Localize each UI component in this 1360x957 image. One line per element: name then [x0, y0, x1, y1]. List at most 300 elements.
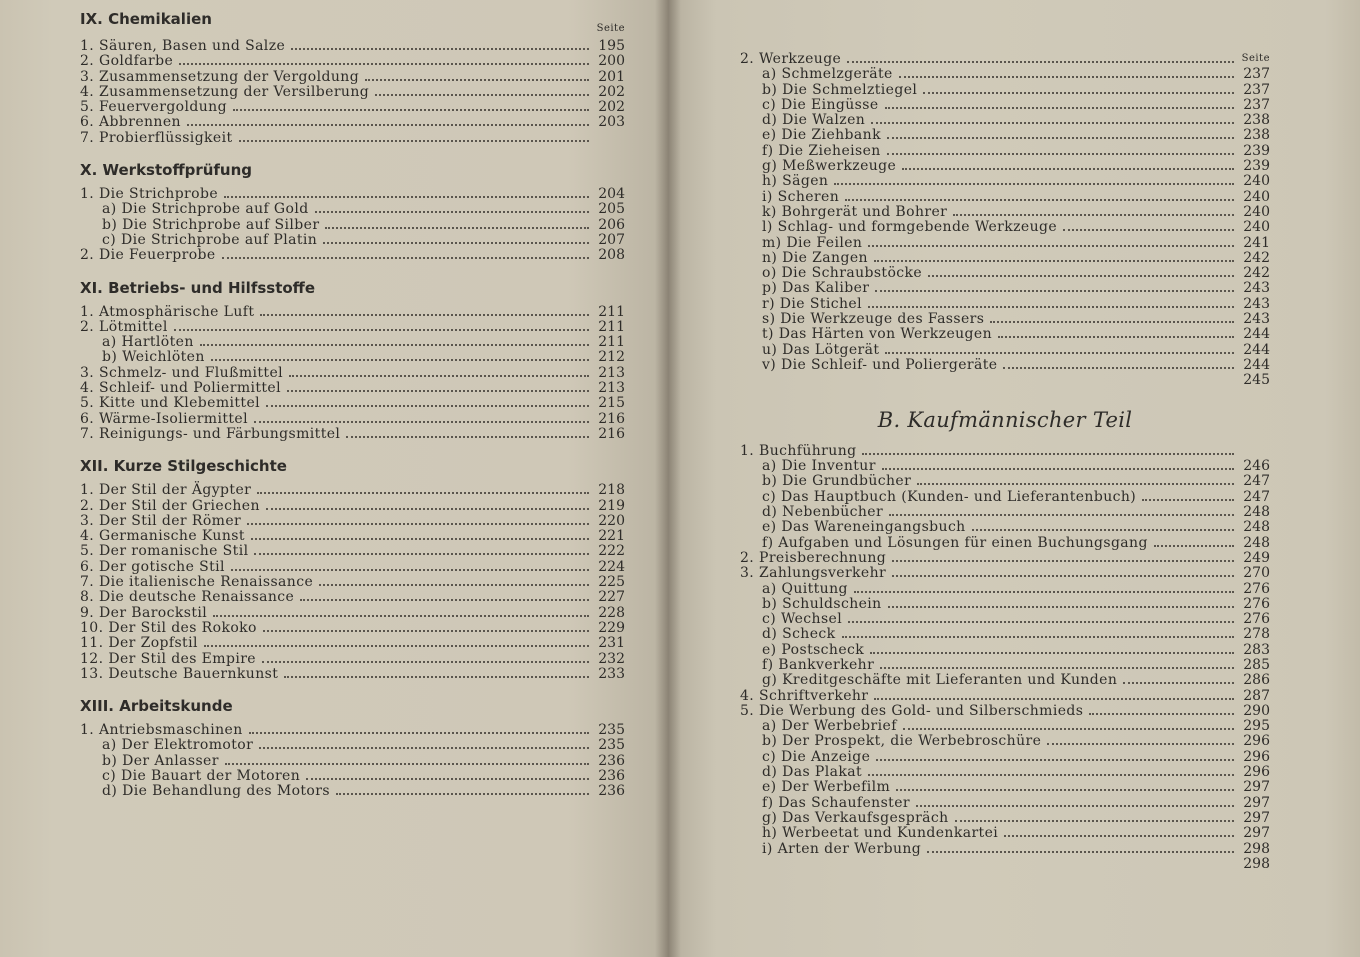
dot-leader: [1123, 682, 1234, 684]
toc-entry-page: 218: [598, 482, 625, 499]
dot-leader: [225, 763, 589, 765]
toc-entry-label: i) Arten der Werbung: [762, 840, 922, 857]
dot-leader: [903, 728, 1234, 730]
dot-leader: [868, 774, 1234, 776]
dot-leader: [885, 107, 1234, 109]
toc-entry: [80, 769, 625, 784]
dot-leader: [323, 242, 589, 244]
toc-section: [80, 8, 625, 146]
toc-entry-label: 2. Lötmittel: [80, 318, 168, 335]
dot-leader: [179, 63, 589, 65]
right-column: [740, 52, 1270, 885]
toc-entry-label: d) Die Walzen: [762, 112, 866, 129]
dot-leader: [888, 606, 1234, 608]
toc-entry: [740, 704, 1270, 719]
toc-entry-label: r) Die Stichel: [762, 295, 862, 312]
dot-leader: [868, 245, 1234, 247]
toc-entry-page: 233: [598, 665, 625, 682]
toc-entry: [740, 190, 1270, 205]
toc-entry: [740, 490, 1270, 505]
toc-entry-label: e) Das Wareneingangsbuch: [762, 519, 966, 536]
dot-leader: [868, 306, 1234, 308]
toc-entry-label: 1. Atmosphärische Luft: [80, 303, 255, 320]
toc-entry-page: 201: [598, 68, 625, 85]
toc-section: [80, 455, 625, 682]
toc-entry-label: h) Sägen: [762, 173, 829, 190]
toc-entry-label: 5. Feuervergoldung: [80, 99, 227, 116]
toc-entry-label: c) Die Anzeige: [762, 748, 871, 765]
dot-leader: [972, 529, 1234, 531]
left-column: [80, 8, 625, 813]
dot-leader: [257, 492, 589, 494]
dot-leader: [289, 375, 589, 377]
toc-entry-page: 239: [1243, 158, 1270, 175]
toc-entry-page: 213: [598, 364, 625, 381]
toc-entry: [80, 100, 625, 115]
toc-entry: [740, 536, 1270, 551]
right-page: [668, 0, 1360, 957]
toc-section: [740, 52, 1270, 389]
toc-section: [80, 159, 625, 263]
dot-leader: [287, 390, 589, 392]
toc-entry-label: b) Die Schmelztiegel: [762, 81, 918, 98]
toc-entry: [80, 115, 625, 130]
toc-entry-label: p) Das Kaliber: [762, 280, 870, 297]
dot-leader: [899, 76, 1234, 78]
dot-leader: [224, 196, 589, 198]
toc-entry: [740, 159, 1270, 174]
toc-entry-label: 1. Antriebsmaschinen: [80, 722, 243, 739]
dot-leader: [882, 468, 1234, 470]
toc-entry-page: 248: [1243, 519, 1270, 536]
dot-leader: [998, 336, 1234, 338]
toc-entry-label: 4. Schriftverkehr: [740, 687, 869, 704]
dot-leader: [266, 405, 589, 407]
toc-entry-label: b) Die Strichprobe auf Silber: [102, 216, 320, 233]
dot-leader: [892, 560, 1234, 562]
toc-section: [80, 695, 625, 799]
toc-entry-page: 244: [1243, 326, 1270, 343]
toc-entry: [740, 474, 1270, 489]
toc-entry: [80, 652, 625, 667]
toc-entry: [740, 566, 1270, 581]
toc-entry-label: 3. Der Stil der Römer: [80, 512, 242, 529]
toc-section: [740, 407, 1270, 873]
dot-leader: [249, 732, 589, 734]
toc-entry: [740, 612, 1270, 627]
toc-entry-page: 297: [1243, 794, 1270, 811]
toc-entry: [740, 627, 1270, 642]
toc-entry-page: 216: [598, 410, 625, 427]
toc-entry-page: 247: [1243, 488, 1270, 505]
toc-entry-page: 240: [1243, 219, 1270, 236]
dot-leader: [1142, 499, 1234, 501]
toc-entry-page: 238: [1243, 127, 1270, 144]
dot-leader: [953, 214, 1234, 216]
left-page: [0, 0, 668, 957]
section-heading: XII. Kurze Stilgeschichte: [80, 457, 287, 476]
toc-entry-page: 240: [1243, 173, 1270, 190]
toc-entry: [740, 505, 1270, 520]
toc-entry: [740, 67, 1270, 82]
toc-entry-page: 246: [1243, 458, 1270, 475]
toc-entry-label: 4. Schleif- und Poliermittel: [80, 380, 281, 397]
dot-leader: [862, 453, 1234, 455]
toc-entry-label: d) Das Plakat: [762, 764, 862, 781]
toc-entry-label: a) Hartlöten: [102, 334, 194, 351]
toc-entry: [740, 128, 1270, 143]
toc-entry-page: 297: [1243, 779, 1270, 796]
dot-leader: [842, 636, 1234, 638]
toc-entry: [740, 689, 1270, 704]
toc-entry: [740, 205, 1270, 220]
toc-entry: [740, 297, 1270, 312]
toc-entry: [740, 826, 1270, 841]
dot-leader: [375, 94, 589, 96]
dot-leader: [880, 667, 1234, 669]
dot-leader: [845, 199, 1234, 201]
toc-entry-page: 278: [1243, 626, 1270, 643]
toc-entry-label: 1. Buchführung: [740, 442, 857, 459]
toc-section: [80, 277, 625, 443]
dot-leader: [204, 645, 589, 647]
dot-leader: [300, 599, 589, 601]
toc-entry-label: e) Postscheck: [762, 641, 865, 658]
toc-entry: [80, 381, 625, 396]
dot-leader: [239, 140, 589, 142]
toc-entry-page: 243: [1243, 311, 1270, 328]
toc-entry: [740, 719, 1270, 734]
toc-entry: [740, 658, 1270, 673]
toc-entry-label: u) Das Lötgerät: [762, 341, 880, 358]
toc-entry: [740, 597, 1270, 612]
toc-entry-page: 297: [1243, 809, 1270, 826]
toc-entry-label: s) Die Werkzeuge des Fassers: [762, 311, 985, 328]
toc-entry-page: 213: [598, 380, 625, 397]
toc-entry: [740, 750, 1270, 765]
toc-entry: [740, 643, 1270, 658]
toc-entry-page: 241: [1243, 234, 1270, 251]
toc-entry-label: a) Der Elektromotor: [102, 737, 254, 754]
toc-entry-page: 245: [1243, 372, 1270, 389]
toc-entry: [740, 251, 1270, 266]
toc-entry-page: 228: [598, 604, 625, 621]
toc-entry-page: 232: [598, 650, 625, 667]
toc-entry-label: i) Scheren: [762, 188, 840, 205]
toc-entry: [80, 85, 625, 100]
toc-entry-label: f) Bankverkehr: [762, 656, 875, 673]
dot-leader: [266, 508, 589, 510]
toc-entry-label: 2. Der Stil der Griechen: [80, 497, 260, 514]
toc-entry: [740, 780, 1270, 795]
dot-leader: [254, 553, 589, 555]
dot-leader: [254, 421, 589, 423]
toc-entry-label: 5. Die Werbung des Gold- und Silberschmieds: [740, 702, 1084, 719]
toc-entry-page: 235: [598, 722, 625, 739]
toc-entry: [740, 444, 1270, 459]
dot-leader: [247, 523, 589, 525]
toc-entry-label: 7. Reinigungs- und Färbungsmittel: [80, 425, 341, 442]
toc-entry-label: 2. Preisberechnung: [740, 549, 887, 566]
dot-leader: [251, 538, 589, 540]
toc-entry-page: 202: [598, 99, 625, 116]
dot-leader: [955, 820, 1234, 822]
toc-entry-page: 237: [1243, 66, 1270, 83]
toc-entry-label: l) Schlag- und formgebende Werkzeuge: [762, 219, 1058, 236]
toc-entry-label: c) Die Strichprobe auf Platin: [102, 231, 318, 248]
dot-leader: [284, 676, 589, 678]
section-heading: B. Kaufmännischer Teil: [877, 407, 1133, 432]
toc-entry-label: 1. Säuren, Basen und Salze: [80, 38, 286, 54]
toc-entry: [80, 187, 625, 202]
toc-entry-label: d) Die Behandlung des Motors: [102, 783, 330, 800]
toc-entry-label: 8. Die deutsche Renaissance: [80, 589, 295, 606]
toc-entry: [80, 427, 625, 442]
toc-entry: [80, 202, 625, 217]
toc-entry-label: 6. Der gotische Stil: [80, 558, 225, 575]
toc-entry-label: c) Wechsel: [762, 611, 843, 628]
toc-entry-page: 298: [1243, 855, 1270, 872]
dot-leader: [346, 436, 589, 438]
toc-entry-page: 215: [598, 395, 625, 412]
toc-entry: [80, 636, 625, 651]
section-heading: IX. Chemikalien: [80, 10, 212, 28]
dot-leader: [336, 793, 589, 795]
toc-entry-label: h) Werbeetat und Kundenkartei: [762, 825, 999, 842]
toc-entry: [740, 734, 1270, 749]
toc-entry-label: 9. Der Barockstil: [80, 604, 208, 621]
toc-entry: [740, 281, 1270, 296]
toc-entry-label: f) Die Zieheisen: [762, 142, 881, 159]
toc-entry: [80, 350, 625, 365]
dot-leader: [923, 92, 1234, 94]
toc-entry-label: o) Die Schraubstöcke: [762, 265, 923, 282]
toc-entry-page: 195: [598, 38, 625, 54]
toc-entry: [740, 52, 1270, 67]
toc-entry-page: 283: [1243, 641, 1270, 658]
toc-entry-label: 4. Zusammensetzung der Versilberung: [80, 83, 370, 100]
toc-entry-page: 211: [598, 318, 625, 335]
toc-entry: [80, 621, 625, 636]
toc-entry-page: 240: [1243, 188, 1270, 205]
toc-entry-page: 243: [1243, 295, 1270, 312]
toc-entry: [80, 529, 625, 544]
toc-entry-page: 295: [1243, 718, 1270, 735]
toc-entry: [80, 233, 625, 248]
toc-entry-label: f) Das Schaufenster: [762, 794, 910, 811]
dot-leader: [291, 48, 589, 50]
toc-entry-label: m) Die Feilen: [762, 234, 863, 251]
toc-entry-page: 206: [598, 216, 625, 233]
toc-entry-page: 270: [1243, 565, 1270, 582]
toc-entry-label: 4. Germanische Kunst: [80, 528, 245, 545]
toc-entry-label: g) Kreditgeschäfte mit Lieferanten und Kunden: [762, 672, 1118, 689]
toc-entry-label: 1. Die Strichprobe: [80, 186, 219, 203]
toc-entry-page: 240: [1243, 203, 1270, 220]
toc-entry: [740, 765, 1270, 780]
toc-entry: [80, 483, 625, 498]
dot-leader: [892, 575, 1234, 577]
toc-entry: [80, 514, 625, 529]
toc-entry-page: 239: [1243, 142, 1270, 159]
toc-entry: [80, 754, 625, 769]
toc-entry-label: f) Aufgaben und Lösungen für einen Buchungsgang: [762, 534, 1148, 551]
toc-entry-page: 211: [598, 334, 625, 351]
dot-leader: [871, 122, 1234, 124]
toc-entry-page: 296: [1243, 733, 1270, 750]
toc-entry-page: 244: [1243, 356, 1270, 373]
toc-entry-label: b) Der Prospekt, die Werbebroschüre: [762, 733, 1042, 750]
toc-entry: [80, 590, 625, 605]
dot-leader: [875, 290, 1234, 292]
toc-entry-page: 225: [598, 574, 625, 591]
dot-leader: [870, 652, 1234, 654]
dot-leader: [848, 621, 1234, 623]
dot-leader: [887, 153, 1234, 155]
toc-entry: [80, 305, 625, 320]
toc-entry-page: 285: [1243, 656, 1270, 673]
toc-entry-page: 242: [1243, 265, 1270, 282]
toc-entry-label: 11. Der Zopfstil: [80, 635, 198, 652]
toc-entry: [740, 857, 1270, 872]
section-heading: XI. Betriebs- und Hilfsstoffe: [80, 278, 316, 297]
dot-leader: [1004, 835, 1234, 837]
toc-entry: [740, 811, 1270, 826]
toc-entry-page: 244: [1243, 341, 1270, 358]
toc-entry-page: 243: [1243, 280, 1270, 297]
toc-entry: [740, 312, 1270, 327]
toc-entry: [740, 842, 1270, 857]
dot-leader: [174, 329, 589, 331]
toc-entry-label: 3. Zahlungsverkehr: [740, 565, 887, 582]
dot-leader: [260, 314, 589, 316]
toc-entry-label: e) Der Werbefilm: [762, 779, 891, 796]
toc-entry: [740, 144, 1270, 159]
toc-entry-page: 205: [598, 201, 625, 218]
dot-leader: [902, 168, 1234, 170]
toc-entry-label: 1. Der Stil der Ägypter: [80, 482, 252, 499]
dot-leader: [365, 79, 589, 81]
dot-leader: [1003, 367, 1234, 369]
dot-leader: [927, 851, 1234, 853]
toc-entry-page: 242: [1243, 249, 1270, 266]
dot-leader: [1154, 545, 1234, 547]
toc-entry: [80, 131, 625, 146]
toc-entry-label: 3. Schmelz- und Flußmittel: [80, 364, 284, 381]
dot-leader: [889, 514, 1234, 516]
toc-entry-page: 211: [598, 303, 625, 320]
dot-leader: [1063, 229, 1234, 231]
toc-entry-label: b) Der Anlasser: [102, 752, 219, 769]
toc-entry: [740, 113, 1270, 128]
toc-entry-label: 2. Goldfarbe: [80, 53, 174, 70]
toc-entry: [740, 220, 1270, 235]
toc-entry-page: 222: [598, 543, 625, 560]
toc-entry-page: 203: [598, 114, 625, 131]
toc-entry: [80, 544, 625, 559]
toc-entry: [80, 723, 625, 738]
toc-entry: [80, 499, 625, 514]
toc-entry: [740, 373, 1270, 388]
toc-entry: [80, 412, 625, 427]
dot-leader: [854, 591, 1234, 593]
toc-entry: [740, 551, 1270, 566]
toc-entry-page: 248: [1243, 504, 1270, 521]
toc-entry-label: g) Das Verkaufsgespräch: [762, 809, 949, 826]
dot-leader: [319, 584, 589, 586]
dot-leader: [928, 275, 1234, 277]
toc-entry-label: b) Die Grundbücher: [762, 473, 912, 490]
toc-entry-page: 219: [598, 497, 625, 514]
toc-entry: [740, 343, 1270, 358]
toc-entry-label: 2. Werkzeuge: [740, 51, 842, 67]
toc-entry: [80, 248, 625, 263]
toc-entry: [80, 560, 625, 575]
toc-entry: [80, 366, 625, 381]
toc-entry-page: 227: [598, 589, 625, 606]
toc-entry: [80, 335, 625, 350]
toc-entry-page: 216: [598, 425, 625, 442]
dot-leader: [876, 759, 1234, 761]
toc-entry-page: 204: [598, 186, 625, 203]
dot-leader: [874, 260, 1234, 262]
dot-leader: [885, 352, 1234, 354]
toc-entry: [740, 796, 1270, 811]
toc-entry-page: 237: [1243, 81, 1270, 98]
toc-entry: [80, 70, 625, 85]
toc-entry-label: c) Die Bauart der Motoren: [102, 767, 301, 784]
toc-entry: [80, 575, 625, 590]
toc-entry-label: 7. Probierflüssigkeit: [80, 129, 233, 146]
dot-leader: [211, 359, 589, 361]
toc-entry: [80, 320, 625, 335]
toc-entry: [740, 520, 1270, 535]
toc-entry-label: k) Bohrgerät und Bohrer: [762, 203, 948, 220]
toc-entry-page: 290: [1243, 702, 1270, 719]
toc-entry-page: 296: [1243, 764, 1270, 781]
toc-entry-label: a) Schmelzgeräte: [762, 66, 893, 83]
toc-entry-page: 236: [598, 752, 625, 769]
dot-leader: [233, 109, 589, 111]
dot-leader: [917, 483, 1234, 485]
toc-entry-label: v) Die Schleif- und Poliergeräte: [762, 356, 998, 373]
toc-entry-page: 297: [1243, 825, 1270, 842]
toc-entry: [740, 582, 1270, 597]
toc-entry-page: 224: [598, 558, 625, 575]
toc-entry: [740, 358, 1270, 373]
toc-entry-label: t) Das Härten von Werkzeugen: [762, 326, 993, 343]
toc-entry-label: 5. Kitte und Klebemittel: [80, 395, 261, 412]
toc-entry-label: a) Die Inventur: [762, 458, 876, 475]
toc-entry-label: c) Die Eingüsse: [762, 96, 879, 113]
toc-entry: [740, 673, 1270, 688]
toc-entry: [740, 98, 1270, 113]
toc-entry-label: 10. Der Stil des Rokoko: [80, 619, 257, 636]
seite-label: Seite: [1241, 53, 1270, 64]
toc-entry: [740, 266, 1270, 281]
dot-leader: [213, 615, 589, 617]
dot-leader: [916, 805, 1234, 807]
toc-entry-label: c) Das Hauptbuch (Kunden- und Lieferantenbuch): [762, 488, 1137, 505]
toc-entry-page: 286: [1243, 672, 1270, 689]
toc-entry-page: 287: [1243, 687, 1270, 704]
toc-entry-label: 6. Abbrennen: [80, 114, 181, 131]
dot-leader: [306, 778, 589, 780]
seite-label: Seite: [596, 23, 625, 34]
dot-leader: [990, 321, 1234, 323]
toc-entry-page: 221: [598, 528, 625, 545]
toc-entry: [740, 236, 1270, 251]
